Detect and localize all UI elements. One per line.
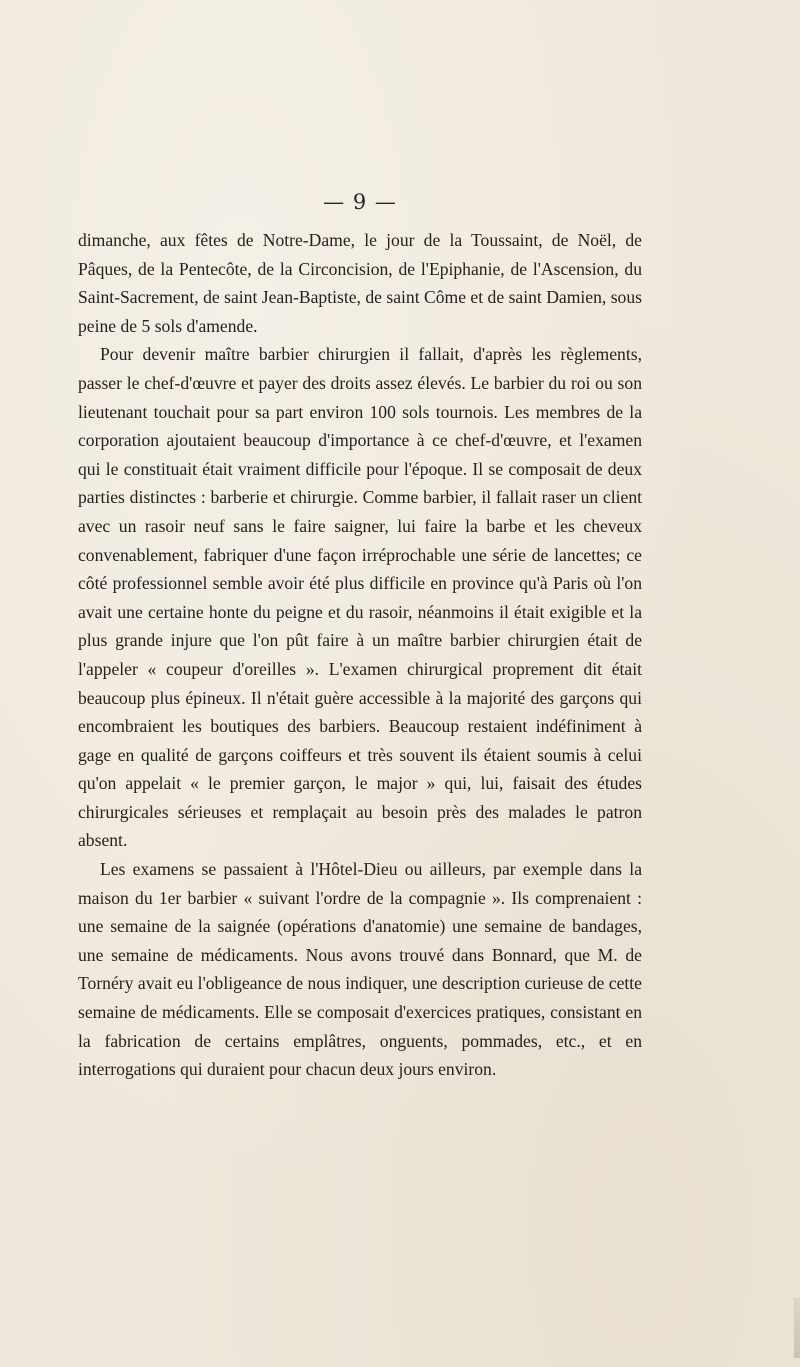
page-number: — 9 — xyxy=(323,190,397,214)
paragraph-3: Les examens se passaient à l'Hôtel-Dieu ou ailleurs, par exemple dans la maison du 1er barbier « suivant l'ordre de la compagnie ». Ils comprenaient : une semaine de la saignée (opérations d'anatomie) une semaine de bandages, une semaine de médicaments. Nous avons trouvé dans Bonnard, que M. de Tornéry avait eu l'obligeance de nous indiquer, une description curieuse de cette semaine de médicaments. Elle se composait d'exercices pratiques, consistant en la fabrication de certains emplâtres, onguents, pommades, etc., et en interrogations qui duraient pour chacun deux jours environ. xyxy=(78,859,642,1080)
paragraph-2: Pour devenir maître barbier chirurgien il fallait, d'après les règlements, passer le chef-d'œuvre et payer des droits assez élevés. Le barbier du roi ou son lieutenant touchait pour sa part environ 100 sols tournois. Les membres de la corporation ajoutaient beaucoup d'importance à ce chef-d'œuvre, et l'examen qui le constituait était vraiment difficile pour l'époque. Il se composait de deux parties distinctes : barberie et chirurgie. Comme barbier, il fallait raser un client avec un rasoir neuf sans le faire saigner, lui faire la barbe et les cheveux convenablement, fabriquer d'une façon irréprochable une série de lancettes; ce côté professionnel semble avoir été plus difficile en province qu'à Paris où l'on avait une certaine honte du peigne et du rasoir, néanmoins il était exigible et la plus grande injure que l'on pût faire à un maître barbier chirurgien était de l'appeler « coupeur d'oreilles ». L'examen chirurgical proprement dit était beaucoup plus épineux. Il n'était guère accessible à la majorité des garçons qui encombraient les boutiques des barbiers. Beaucoup restaient indéfiniment à gage en qualité de garçons coiffeurs et très souvent ils étaient soumis à celui qu'on appelait « le premier garçon, le major » qui, lui, faisait des études chirurgicales sérieuses et remplaçait au besoin près des malades le patron absent. xyxy=(78,344,642,851)
body-text xyxy=(78,226,642,1084)
paragraph-1: dimanche, aux fêtes de Notre-Dame, le jour de la Toussaint, de Noël, de Pâques, de la Pentecôte, de la Circoncision, de l'Epiphanie, de l'Ascension, du Saint-Sacrement, de saint Jean-Baptiste, de saint Côme et de saint Damien, sous peine de 5 sols d'amende. xyxy=(78,230,642,336)
page-edge-mark xyxy=(794,1298,800,1358)
